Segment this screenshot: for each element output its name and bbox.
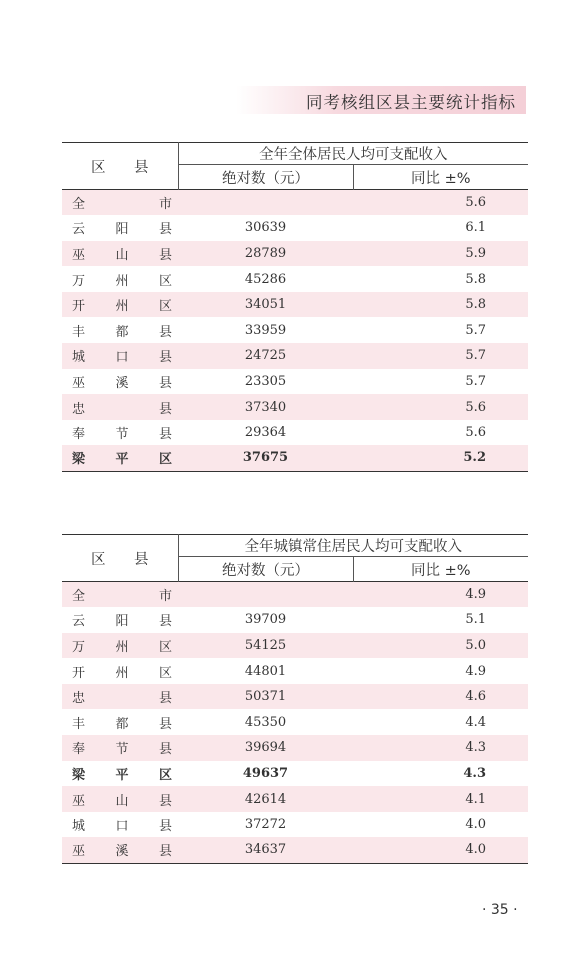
group-column-header: 全年全体居民人均可支配收入 xyxy=(178,143,528,165)
region-name: 巫溪县 xyxy=(72,375,172,391)
percent-column-header: 同比 ±% xyxy=(410,170,471,187)
table-row xyxy=(62,369,528,395)
region-name: 丰都县 xyxy=(72,716,172,732)
percent-change-cell: 5.0 xyxy=(353,633,528,659)
region-name: 开州区 xyxy=(72,299,172,315)
table-row xyxy=(62,658,528,684)
percent-change-cell: 5.6 xyxy=(353,190,528,216)
absolute-value-cell: 54125 xyxy=(178,633,353,659)
absolute-value-cell: 29364 xyxy=(244,425,287,441)
table-row xyxy=(62,582,528,608)
region-name: 忠县 xyxy=(72,691,172,707)
absolute-value-cell: 37340 xyxy=(178,394,353,420)
income-table-urban-residents xyxy=(62,534,528,864)
absolute-value-cell xyxy=(178,190,353,216)
percent-change-cell: 4.6 xyxy=(353,684,528,710)
region-name-cell xyxy=(62,709,178,735)
region-name: 巫溪县 xyxy=(72,844,172,860)
region-name: 梁平区 xyxy=(72,767,172,783)
region-name-cell xyxy=(62,658,178,684)
absolute-value-cell: 45350 xyxy=(244,714,287,730)
page-header-banner xyxy=(236,86,526,114)
region-column-header: 区 县 xyxy=(62,143,178,190)
region-name-cell xyxy=(62,190,178,216)
region-name-cell xyxy=(62,317,178,343)
percent-change-cell: 4.0 xyxy=(353,837,528,863)
region-name: 云阳县 xyxy=(72,222,172,238)
table-row xyxy=(62,837,528,863)
region-name: 奉节县 xyxy=(72,427,172,443)
region-name: 忠县 xyxy=(72,401,172,417)
percent-change-cell: 5.8 xyxy=(465,271,486,287)
absolute-value-cell: 28789 xyxy=(178,241,353,267)
region-name-cell xyxy=(62,684,178,710)
percent-change-cell: 4.0 xyxy=(465,817,486,833)
region-name-cell xyxy=(62,812,178,838)
percent-change-cell: 6.1 xyxy=(465,220,486,236)
region-name: 万州区 xyxy=(72,273,172,289)
absolute-value-cell: 39709 xyxy=(244,612,287,628)
region-name: 开州区 xyxy=(72,665,172,681)
table-row xyxy=(62,317,528,343)
table-row xyxy=(62,394,528,420)
percent-change-cell: 4.3 xyxy=(353,735,528,761)
percent-change-cell: 5.7 xyxy=(353,343,528,369)
table-body xyxy=(62,582,528,864)
region-name-cell xyxy=(62,786,178,812)
page-title: 同考核组区县主要统计指标 xyxy=(306,93,516,112)
region-name-cell xyxy=(62,607,178,633)
percent-change-cell: 4.4 xyxy=(465,714,486,730)
percent-change-cell: 5.8 xyxy=(353,292,528,318)
absolute-value-cell: 24725 xyxy=(178,343,353,369)
region-name-cell xyxy=(62,343,178,369)
table-row xyxy=(62,761,528,787)
region-name-cell xyxy=(62,582,178,608)
absolute-value-cell: 30639 xyxy=(244,220,287,236)
region-name: 全市 xyxy=(72,589,172,605)
table-row xyxy=(62,292,528,318)
region-name: 城口县 xyxy=(72,350,172,366)
region-name: 丰都县 xyxy=(72,324,172,340)
region-name: 万州区 xyxy=(72,639,172,655)
absolute-value-cell: 44801 xyxy=(244,663,287,679)
region-name-cell xyxy=(62,266,178,292)
absolute-value-cell: 42614 xyxy=(178,786,353,812)
absolute-column-header: 绝对数（元） xyxy=(178,557,353,582)
region-name-cell xyxy=(62,241,178,267)
region-name: 云阳县 xyxy=(72,614,172,630)
income-table-all-residents xyxy=(62,142,528,472)
absolute-value-cell: 33959 xyxy=(244,322,287,338)
absolute-value-cell: 49637 xyxy=(242,765,289,781)
percent-change-cell: 4.3 xyxy=(463,765,486,781)
table-body xyxy=(62,190,528,472)
absolute-value-cell: 37272 xyxy=(244,817,287,833)
absolute-value-cell: 39694 xyxy=(178,735,353,761)
table-row xyxy=(62,684,528,710)
table-row xyxy=(62,786,528,812)
region-name: 全市 xyxy=(72,197,172,213)
table-row xyxy=(62,420,528,446)
region-name-cell xyxy=(62,394,178,420)
absolute-value-cell: 34051 xyxy=(178,292,353,318)
group-column-header: 全年城镇常住居民人均可支配收入 xyxy=(178,535,528,557)
region-name-cell xyxy=(62,292,178,318)
table-row xyxy=(62,241,528,267)
percent-change-cell: 5.7 xyxy=(465,373,486,389)
percent-change-cell: 5.7 xyxy=(465,322,486,338)
percent-change-cell: 4.1 xyxy=(353,786,528,812)
table-row xyxy=(62,343,528,369)
region-name: 梁平区 xyxy=(72,452,172,468)
region-column-header: 区 县 xyxy=(62,535,178,582)
table-row xyxy=(62,735,528,761)
percent-change-cell: 5.6 xyxy=(465,425,486,441)
region-name-cell xyxy=(62,369,178,395)
table-row xyxy=(62,709,528,735)
percent-change-cell: 5.9 xyxy=(353,241,528,267)
region-name-cell xyxy=(62,445,178,471)
absolute-column-header: 绝对数（元） xyxy=(178,165,353,190)
absolute-value-cell: 45286 xyxy=(244,271,287,287)
table-row xyxy=(62,190,528,216)
region-name-cell xyxy=(62,420,178,446)
absolute-value-cell xyxy=(178,582,353,608)
percent-change-cell: 5.2 xyxy=(353,445,528,471)
region-name: 城口县 xyxy=(72,819,172,835)
region-name-cell xyxy=(62,761,178,787)
absolute-value-cell: 34637 xyxy=(178,837,353,863)
percent-change-cell: 5.6 xyxy=(353,394,528,420)
table-row xyxy=(62,607,528,633)
absolute-value-cell: 50371 xyxy=(178,684,353,710)
absolute-value-cell: 37675 xyxy=(178,445,353,471)
page-number: · 35 · xyxy=(482,902,518,918)
region-name-cell xyxy=(62,837,178,863)
region-name: 巫山县 xyxy=(72,793,172,809)
percent-change-cell: 4.9 xyxy=(353,582,528,608)
region-name-cell xyxy=(62,215,178,241)
table-row xyxy=(62,633,528,659)
region-name: 奉节县 xyxy=(72,742,172,758)
percent-column-header: 同比 ±% xyxy=(410,562,471,579)
percent-change-cell: 4.9 xyxy=(465,663,486,679)
table-row xyxy=(62,266,528,292)
table-row xyxy=(62,812,528,838)
region-name-cell xyxy=(62,633,178,659)
region-name: 巫山县 xyxy=(72,247,172,263)
table-row xyxy=(62,215,528,241)
region-name-cell xyxy=(62,735,178,761)
table-row xyxy=(62,445,528,471)
absolute-value-cell: 23305 xyxy=(244,373,287,389)
percent-change-cell: 5.1 xyxy=(465,612,486,628)
